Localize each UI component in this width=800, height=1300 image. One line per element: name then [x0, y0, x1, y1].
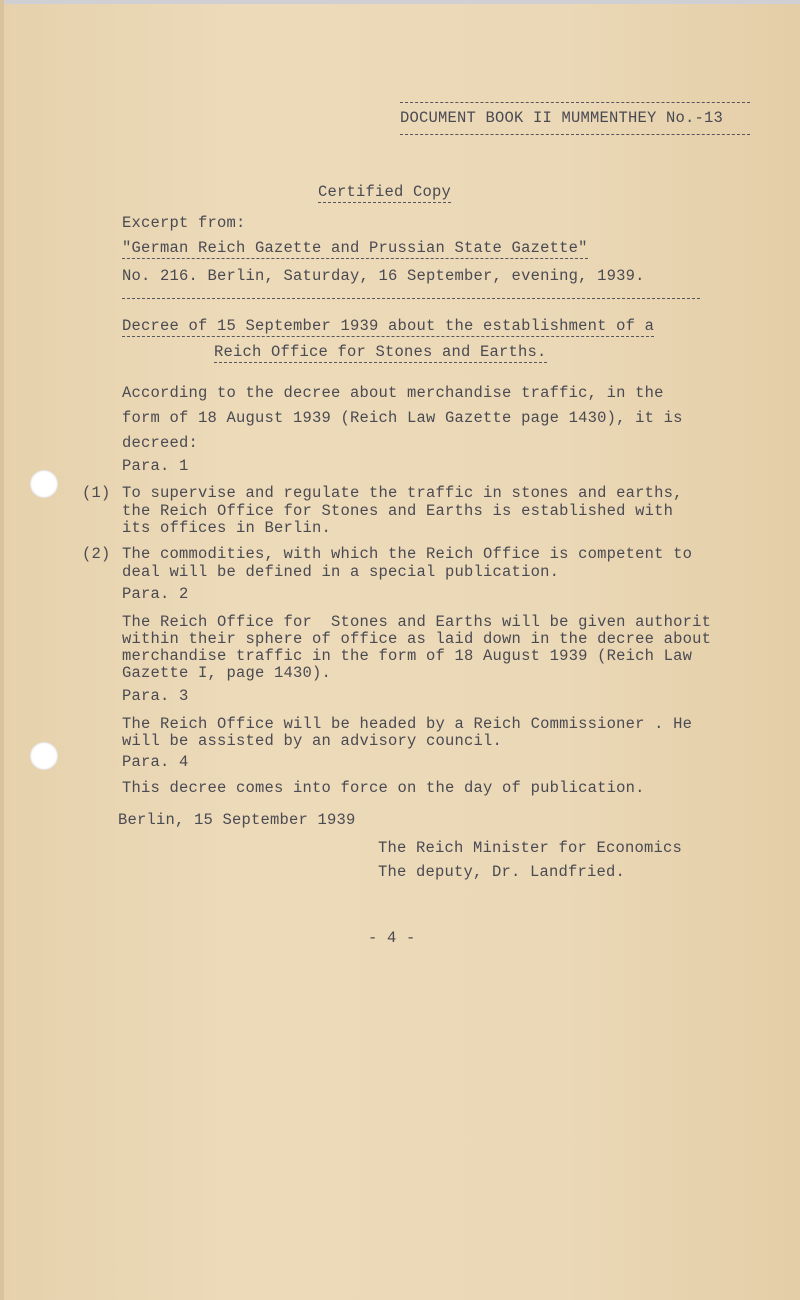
para1-heading: Para. 1 [122, 457, 189, 475]
gazette-title: "German Reich Gazette and Prussian State Gazette" [122, 239, 588, 257]
para3-line: The Reich Office will be headed by a Reich Commissioner . He [122, 715, 693, 733]
para2-line: The Reich Office for Stones and Earths will be given authorit [122, 613, 712, 631]
document-reference: DOCUMENT BOOK II MUMMENTHEY No.-13 [400, 109, 724, 127]
para1-item1-number: (1) [82, 484, 111, 502]
para4-heading: Para. 4 [122, 753, 189, 771]
para1-item2-line: The commodities, with which the Reich Office is competent to [122, 545, 693, 563]
intro-line: According to the decree about merchandise traffic, in the [122, 384, 664, 402]
decree-title-line1: Decree of 15 September 1939 about the establishment of a [122, 317, 655, 335]
para1-item1-line: its offices in Berlin. [122, 519, 332, 537]
punch-hole-top [30, 470, 58, 498]
para3-heading: Para. 3 [122, 687, 189, 705]
header-rule-top [400, 102, 750, 103]
header-rule-bottom [400, 134, 750, 135]
para1-item2-line: deal will be defined in a special publication. [122, 563, 560, 581]
para2-line: merchandise traffic in the form of 18 August 1939 (Reich Law [122, 647, 693, 665]
decree-title-line2: Reich Office for Stones and Earths. [214, 343, 547, 361]
signatory-title: The Reich Minister for Economics [378, 839, 683, 857]
place-and-date: Berlin, 15 September 1939 [118, 811, 356, 829]
intro-line: decreed: [122, 434, 199, 452]
gazette-issue: No. 216. Berlin, Saturday, 16 September, evening, 1939. [122, 267, 645, 285]
para1-item2-number: (2) [82, 545, 111, 563]
certified-copy-heading: Certified Copy [318, 183, 452, 201]
separator-rule [122, 298, 700, 299]
scan-left-edge [0, 0, 4, 1300]
para1-item1-line: To supervise and regulate the traffic in stones and earths, [122, 484, 683, 502]
signatory-name: The deputy, Dr. Landfried. [378, 863, 626, 881]
para2-line: Gazette I, page 1430). [122, 664, 332, 682]
punch-hole-bottom [30, 742, 58, 770]
scan-top-edge [0, 0, 800, 4]
para3-line: will be assisted by an advisory council. [122, 732, 503, 750]
para2-heading: Para. 2 [122, 585, 189, 603]
para4-line: This decree comes into force on the day of publication. [122, 779, 645, 797]
excerpt-label: Excerpt from: [122, 214, 246, 232]
intro-line: form of 18 August 1939 (Reich Law Gazette page 1430), it is [122, 409, 683, 427]
page-number: - 4 - [368, 929, 416, 947]
para1-item1-line: the Reich Office for Stones and Earths is established with [122, 502, 674, 520]
para2-line: within their sphere of office as laid down in the decree about [122, 630, 712, 648]
